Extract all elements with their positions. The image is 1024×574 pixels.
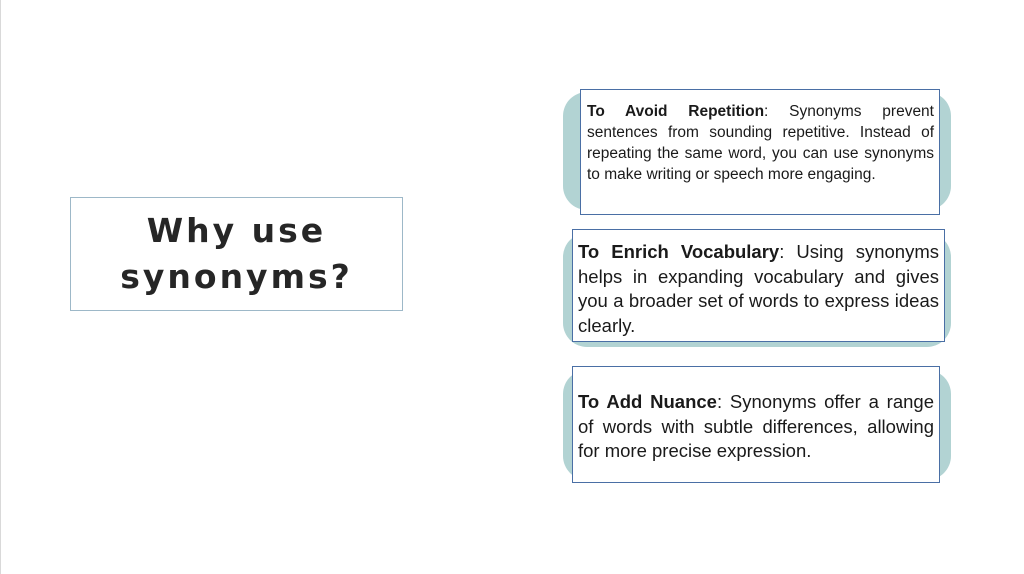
card-body: : Synonyms prevent sentences from sounding repetitive. Instead of repeating the same word, you can use synonyms to make writing or speech more engaging. xyxy=(587,103,934,183)
slide-title: Why use synonyms? xyxy=(120,211,353,296)
title-box xyxy=(70,197,403,311)
card-body: : Using synonyms helps in expanding vocabulary and gives you a broader set of words to express ideas clearly. xyxy=(578,241,939,336)
reason-card-enrich-vocabulary xyxy=(563,229,951,347)
card-heading: To Enrich Vocabulary xyxy=(578,241,780,262)
card-text-panel xyxy=(580,89,940,215)
card-body: : Synonyms offer a range of words with subtle differences, allowing for more precise expression. xyxy=(578,391,934,461)
reason-card-avoid-repetition xyxy=(563,89,951,216)
card-text-panel xyxy=(572,366,940,483)
card-text-panel xyxy=(572,229,945,342)
card-heading: To Avoid Repetition xyxy=(587,103,765,120)
reason-card-add-nuance xyxy=(563,366,951,484)
slide-edge xyxy=(0,0,1,574)
card-heading: To Add Nuance xyxy=(578,391,717,412)
